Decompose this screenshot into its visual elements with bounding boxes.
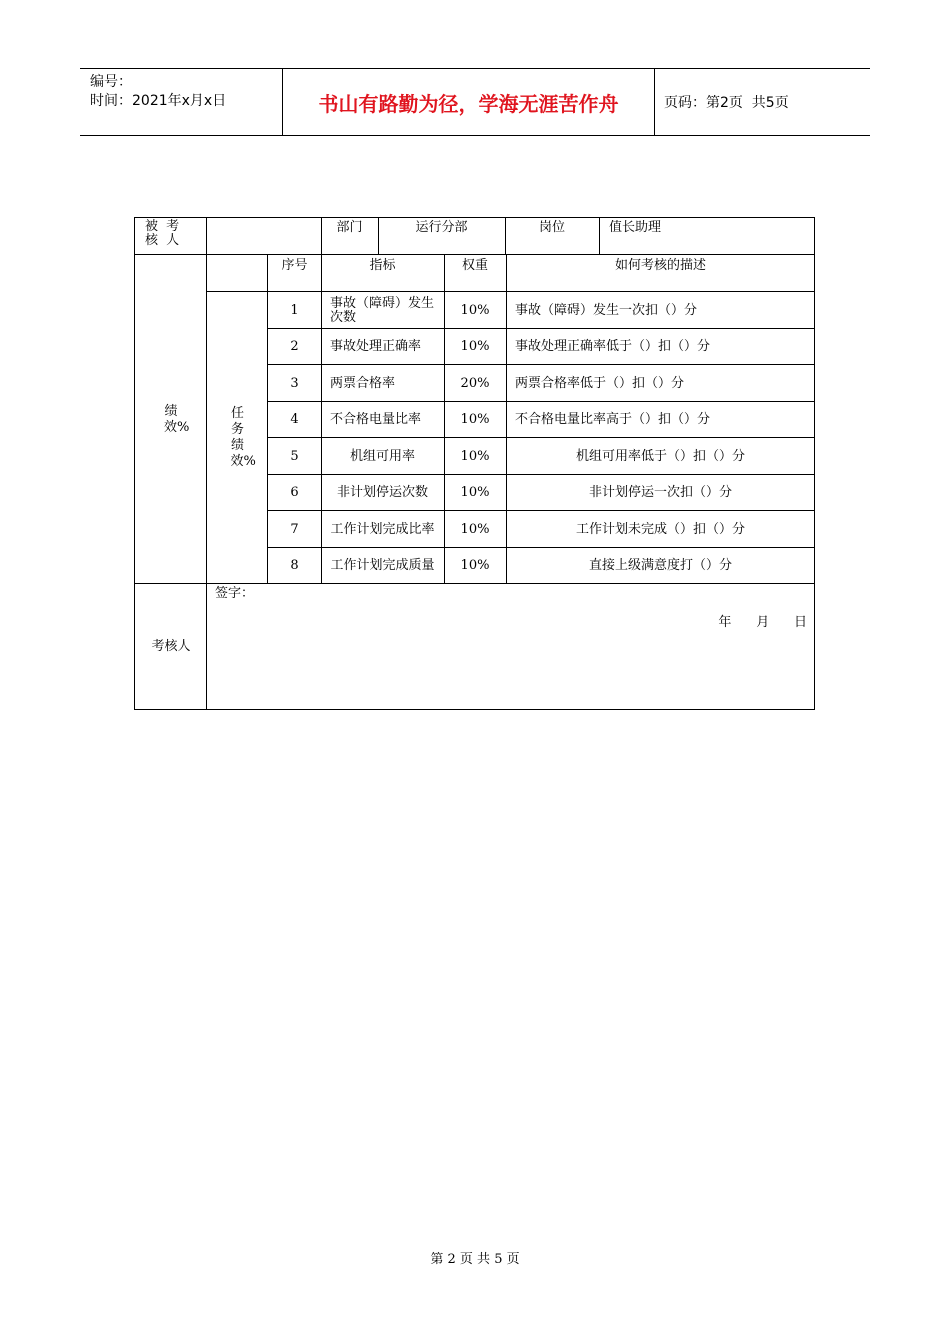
row-indicator: 机组可用率 [349, 448, 415, 464]
row-weight: 10% [460, 521, 490, 537]
row-seq: 1 [290, 302, 299, 318]
signature-date: 年 月 日 [718, 615, 807, 630]
grid-line [321, 255, 322, 584]
row-weight: 10% [460, 412, 490, 427]
row-seq: 4 [290, 412, 299, 427]
grid-line [268, 401, 814, 402]
row-method: 直接上级满意度打（）分 [588, 558, 732, 573]
grid-line [207, 291, 814, 292]
grid-line [268, 547, 814, 548]
row-seq: 3 [290, 375, 299, 391]
row-indicator: 事故处理正确率 [330, 339, 422, 354]
row-method: 机组可用率低于（）扣（）分 [575, 448, 745, 464]
col-header-seq: 序号 [281, 258, 308, 273]
col-header-method: 如何考核的描述 [614, 258, 706, 273]
grid-line [378, 218, 379, 255]
row-method: 事故处理正确率低于（）扣（）分 [515, 339, 711, 354]
row-method: 事故（障碍）发生一次扣（）分 [515, 302, 698, 318]
header-motto: 书山有路勤为径，学海无涯苦作舟 [282, 69, 655, 135]
grid-line [206, 218, 207, 709]
row-method: 两票合格率低于（）扣（）分 [515, 375, 685, 391]
grid-line [444, 255, 445, 584]
col-header-weight: 权重 [461, 258, 488, 273]
row-weight: 20% [460, 375, 490, 391]
page-label: 页码：第2页 共5页 [664, 95, 789, 111]
row-method: 不合格电量比率高于（）扣（）分 [515, 412, 711, 427]
post-value: 值长助理 [609, 220, 662, 235]
row-weight: 10% [460, 339, 490, 354]
examinee-value[interactable] [207, 218, 321, 255]
grid-line [135, 583, 814, 584]
assessment-table [134, 217, 815, 710]
doc-time-label: 时间：2021年x月x日 [90, 93, 227, 109]
grid-line [506, 255, 507, 584]
grid-line [321, 218, 322, 255]
assessor-label: 考核人 [151, 638, 191, 654]
examinee-label: 被 考 核 人 [145, 219, 182, 248]
grid-line [268, 364, 814, 365]
performance-label: 绩效% [164, 403, 190, 435]
task-performance-label: 任务绩效% [230, 406, 256, 469]
row-weight: 10% [460, 558, 490, 573]
col-header-indicator: 指标 [369, 258, 396, 273]
row-indicator: 工作计划完成质量 [330, 558, 435, 573]
row-seq: 5 [290, 448, 299, 464]
row-weight: 10% [460, 485, 490, 500]
footer-page-number: 第 2 页 共 5 页 [430, 1252, 520, 1267]
row-seq: 2 [290, 339, 299, 354]
grid-line [267, 255, 268, 584]
doc-number-label: 编号： [90, 74, 132, 90]
row-indicator: 两票合格率 [330, 375, 396, 391]
grid-line [268, 510, 814, 511]
grid-line [268, 328, 814, 329]
row-weight: 10% [460, 448, 490, 464]
row-method: 非计划停运一次扣（）分 [588, 485, 732, 500]
row-indicator: 事故（障碍）发生次数 [330, 295, 435, 325]
grid-line [268, 474, 814, 475]
header-page-info [655, 69, 870, 135]
grid-line [505, 218, 506, 255]
dept-label: 部门 [336, 220, 363, 235]
signature-label: 签字： [215, 586, 255, 601]
row-weight: 10% [460, 302, 490, 318]
grid-line [135, 254, 814, 255]
grid-line [268, 437, 814, 438]
page-header [80, 68, 870, 136]
header-meta [80, 69, 282, 135]
row-method: 工作计划未完成（）扣（）分 [575, 521, 745, 537]
dept-value: 运行分部 [415, 220, 468, 235]
row-seq: 8 [290, 558, 299, 573]
page-footer [0, 1248, 950, 1267]
row-seq: 7 [290, 521, 299, 537]
row-indicator: 非计划停运次数 [336, 485, 428, 500]
row-indicator: 工作计划完成比率 [330, 521, 435, 537]
row-indicator: 不合格电量比率 [330, 412, 422, 427]
row-seq: 6 [290, 485, 299, 500]
grid-line [599, 218, 600, 255]
post-label: 岗位 [538, 220, 565, 235]
